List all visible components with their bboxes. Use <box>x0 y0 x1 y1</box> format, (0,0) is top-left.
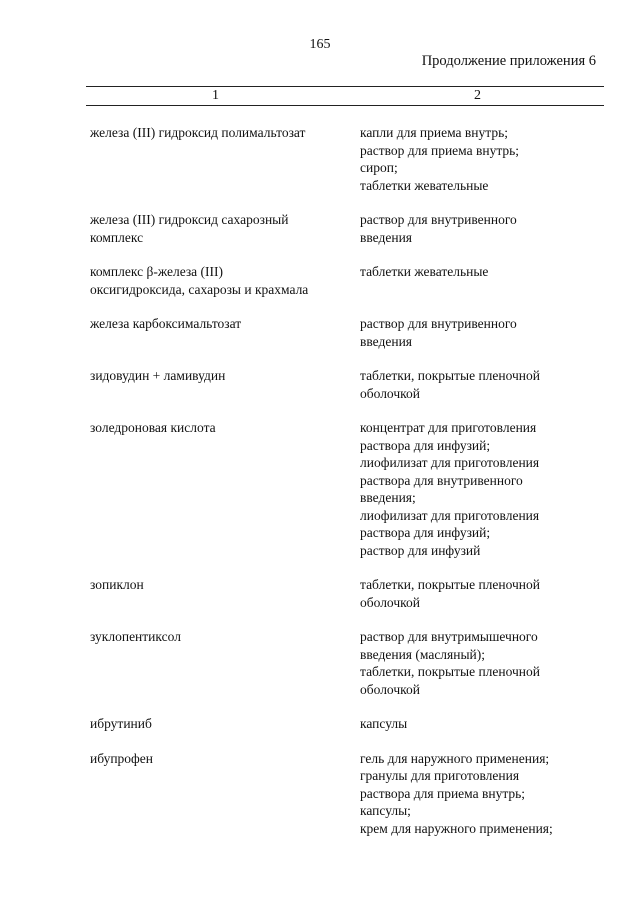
dosage-forms: таблетки жевательные <box>360 264 489 279</box>
dosage-forms: гель для наружного применения; гранулы для приготовления раствора для приема внутрь; капсулы; крем для наружного применения; <box>360 750 553 836</box>
table-row <box>90 367 610 402</box>
column-header-1: 1 <box>212 88 219 103</box>
drug-name: золедроновая кислота <box>90 420 216 435</box>
continuation-label: Продолжение приложения 6 <box>421 53 596 69</box>
drug-name: ибупрофен <box>90 750 154 766</box>
drug-name: ибрутиниб <box>90 716 152 731</box>
dosage-forms: таблетки, покрытые пленочной оболочкой <box>360 368 541 401</box>
table-row <box>90 315 610 350</box>
drug-name: железа карбоксимальтозат <box>90 316 242 331</box>
dosage-forms: капли для приема внутрь; раствор для приема внутрь; сироп; таблетки жевательные <box>360 125 520 193</box>
column-header-2: 2 <box>474 88 481 103</box>
table-body <box>90 124 610 854</box>
drug-name: железа (III) гидроксид полимальтозат <box>90 125 306 140</box>
drug-name: комплекс β-железа (III) оксигидроксида, сахарозы и крахмала <box>90 264 309 297</box>
drug-name: зидовудин + ламивудин <box>90 368 226 383</box>
drug-name: зуклопентиксол <box>90 629 181 644</box>
dosage-forms: раствор для внутривенного введения <box>360 212 517 245</box>
page-number: 165 <box>309 37 331 52</box>
table-row <box>90 628 610 698</box>
table-row <box>90 750 610 838</box>
dosage-forms: концентрат для приготовления раствора для инфузий; лиофилизат для приготовления раствора для внутривенного введения; лиофилизат для приготовления раствора для инфузий; раствор для инфузий <box>360 420 540 558</box>
dosage-forms: капсулы <box>360 716 408 731</box>
table-header <box>86 86 604 106</box>
table-row <box>90 211 610 246</box>
dosage-forms: раствор для внутривенного введения <box>360 316 517 349</box>
drug-name: зопиклон <box>90 577 144 592</box>
table-row <box>90 576 610 611</box>
dosage-forms: таблетки, покрытые пленочной оболочкой <box>360 577 541 610</box>
table-row <box>90 263 610 298</box>
drug-name: железа (III) гидроксид сахарозный комплекс <box>90 212 289 245</box>
dosage-forms: раствор для внутримышечного введения (масляный); таблетки, покрытые пленочной оболочкой <box>360 629 541 697</box>
table-row <box>90 419 610 559</box>
table-row <box>90 124 610 194</box>
table-row <box>90 715 610 733</box>
